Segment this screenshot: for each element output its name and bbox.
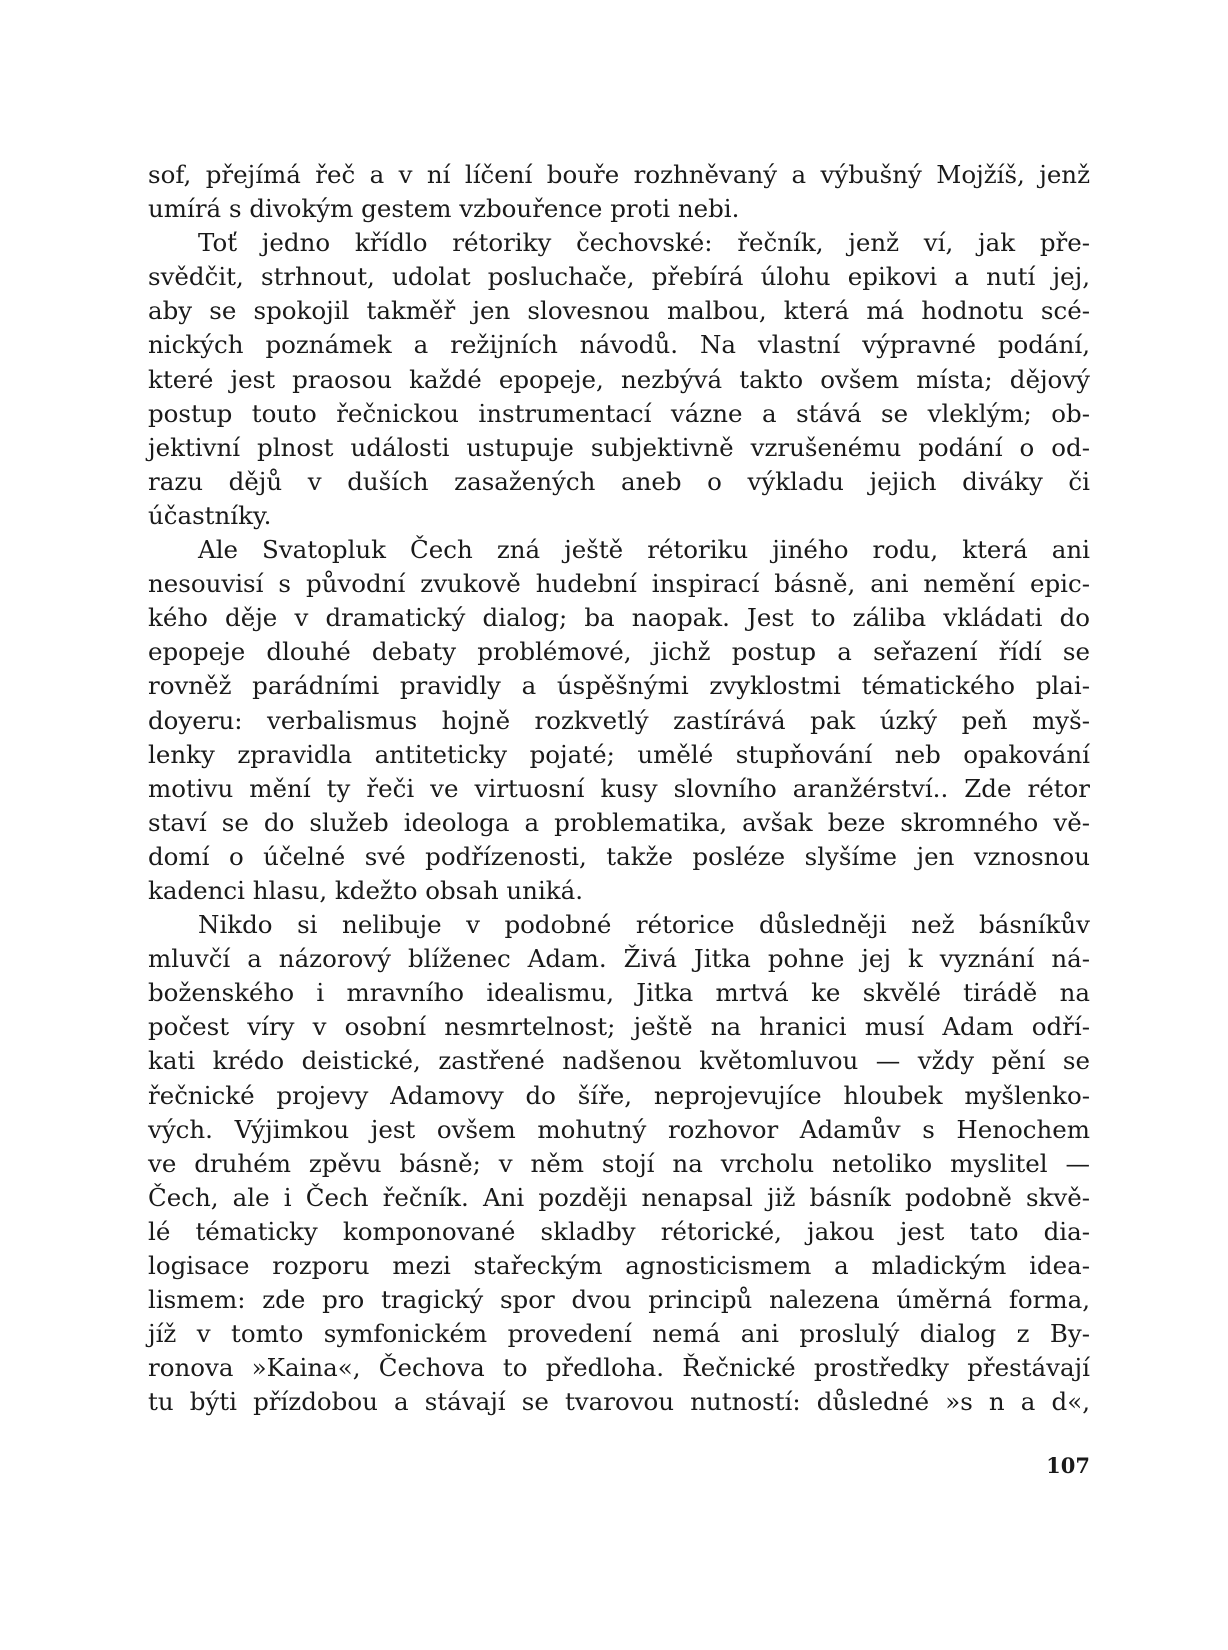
text-line: lé tématicky komponované skladby rétorické, jakou jest tato dia-: [148, 1216, 1090, 1246]
text-line: kadenci hlasu, kdežto obsah uniká.: [148, 875, 584, 905]
text-line: řečnické projevy Adamovy do šíře, neprojevujíce hloubek myšlenko-: [148, 1080, 1090, 1110]
page-number: 107: [1046, 1453, 1090, 1478]
text-line: nických poznámek a režijních návodů. Na vlastní výpravné podání,: [148, 330, 1090, 360]
text-line: doyeru: verbalismus hojně rozkvetlý zastírává pak úzký peň myš-: [148, 705, 1090, 735]
text-line: umírá s divokým gestem vzbouřence proti nebi.: [148, 194, 740, 224]
text-line: postup touto řečnickou instrumentací vázne a stává se vleklým; ob-: [148, 398, 1090, 428]
text-line: nesouvisí s původní zvukově hudební inspirací básně, ani nemění epic-: [148, 569, 1090, 599]
text-line: Toť jedno křídlo rétoriky čechovské: řečník, jenž ví, jak pře-: [198, 228, 1090, 258]
text-line: vých. Výjimkou jest ovšem mohutný rozhovor Adamův s Henochem: [148, 1114, 1090, 1144]
text-line: lenky zpravidla antiteticky pojaté; umělé stupňování neb opakování: [148, 739, 1090, 769]
text-line: jíž v tomto symfonickém provedení nemá ani proslulý dialog z By-: [148, 1319, 1090, 1349]
text-line: logisace rozporu mezi stařeckým agnosticismem a mladickým idea-: [148, 1251, 1090, 1280]
text-line: kého děje v dramatický dialog; ba naopak. Jest to záliba vkládati do: [148, 603, 1090, 633]
text-line: aby se spokojil takměř jen slovesnou malbou, která má hodnotu scé-: [148, 296, 1090, 326]
text-line: počest víry v osobní nesmrtelnost; ještě na hranici musí Adam odří-: [148, 1012, 1090, 1042]
text-line: motivu mění ty řeči ve virtuosní kusy slovního aranžérství.. Zde rétor: [148, 773, 1090, 803]
text-line: rovněž parádními pravidly a úspěšnými zvyklostmi tématického plai-: [148, 671, 1090, 701]
text-line: Čech, ale i Čech řečník. Ani později nenapsal již básník podobně skvě-: [148, 1182, 1090, 1212]
text-line: epopeje dlouhé debaty problémové, jichž postup a seřazení řídí se: [148, 637, 1090, 667]
text-line: ronova »Kaina«, Čechova to předloha. Řečnické prostředky přestávají: [148, 1353, 1090, 1383]
text-line: razu dějů v duších zasažených aneb o výkladu jejich diváky či: [148, 466, 1090, 496]
text-line: tu býti přízdobou a stávají se tvarovou nutností: důsledné »s n a d«,: [148, 1387, 1090, 1417]
text-line: staví se do služeb ideologa a problematika, avšak beze skromného vě-: [148, 807, 1090, 837]
text-line: lismem: zde pro tragický spor dvou principů nalezena úměrná forma,: [148, 1285, 1090, 1315]
text-line: účastníky.: [148, 500, 272, 530]
text-line: ve druhém zpěvu básně; v něm stojí na vrcholu netoliko myslitel —: [148, 1148, 1090, 1178]
text-line: Ale Svatopluk Čech zná ještě rétoriku jiného rodu, která ani: [198, 535, 1090, 565]
text-line: domí o účelné své podřízenosti, takže posléze slyšíme jen vznosnou: [148, 841, 1090, 871]
text-line: sof, přejímá řeč a v ní líčení bouře rozhněvaný a výbušný Mojžíš, jenž: [148, 160, 1090, 189]
text-line: svědčit, strhnout, udolat posluchače, přebírá úlohu epikovi a nutí jej,: [148, 262, 1090, 292]
text-line: Nikdo si nelibuje v podobné rétorice důsledněji než básníkův: [198, 910, 1090, 940]
text-line: kati krédo deistické, zastřené nadšenou květomluvou — vždy pění se: [148, 1046, 1090, 1076]
text-line: jektivní plnost události ustupuje subjektivně vzrušenému podání o od-: [148, 432, 1090, 462]
text-line: které jest praosou každé epopeje, nezbývá takto ovšem místa; dějový: [148, 364, 1090, 394]
body-text: [148, 158, 1090, 1419]
text-line: boženského i mravního idealismu, Jitka mrtvá ke skvělé tirádě na: [148, 978, 1090, 1008]
text-line: mluvčí a názorový blíženec Adam. Živá Jitka pohne jej k vyznání ná-: [148, 944, 1090, 974]
